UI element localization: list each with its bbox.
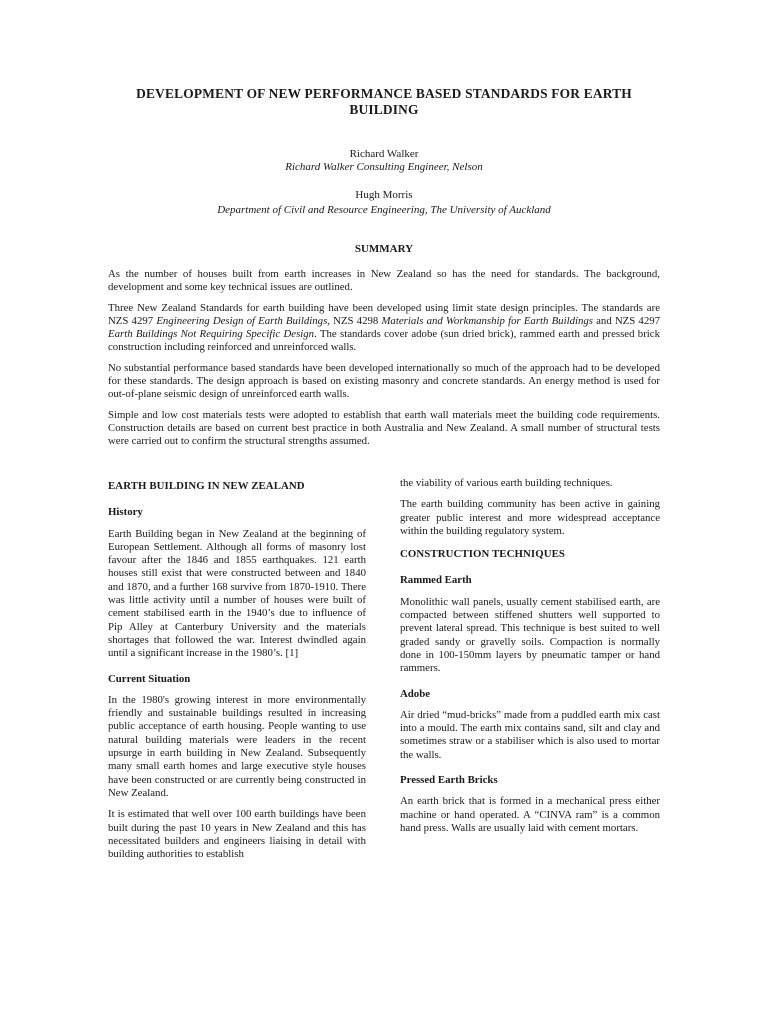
author-affiliation-2: Department of Civil and Resource Engineering, The University of Auckland [217,204,551,216]
pressed-earth-bricks-paragraph: An earth brick that is formed in a mechanical press either machine or hand operated. A “CINVA ram” is a common hand press. Walls are usually laid with cement mortars. [400,795,660,834]
summary-paragraph-1: As the number of houses built from earth increases in New Zealand so has the need for standards. The background, development and some key technical issues are outlined. [108,268,660,293]
author-name-2: Hugh Morris [355,189,413,201]
subheading-rammed-earth: Rammed Earth [400,574,472,587]
summary-p2-title-2: Materials and Workmanship for Earth Buildings [381,315,593,327]
author-affiliation-1: Richard Walker Consulting Engineer, Nelson [285,161,483,173]
subheading-current-situation: Current Situation [108,672,191,685]
summary-paragraph-3: No substantial performance based standards have been developed internationally so much of the approach had to be developed for these standards. The design approach is based on existing masonry and concrete standards. An energy method is used for out-of-plane seismic design of unreinforced earth walls. [108,362,660,400]
summary-p2-text-e: and NZS 4297 [592,315,661,327]
section-heading-earth-building: EARTH BUILDING IN NEW ZEALAND [108,480,305,492]
summary-p2-text-c: , NZS 4298 [327,315,382,327]
summary-paragraph-2 [108,302,660,354]
summary-p2-title-1: Engineering Design of Earth Buildings [156,315,328,327]
summary-section [108,268,660,456]
summary-p2-title-3: Earth Buildings Not Requiring Specific Design [108,328,315,340]
summary-paragraph-4: Simple and low cost materials tests were adopted to establish that earth wall materials meet the building code requirements. Construction details are based on current best practice in both Australia and New Zealand. A small number of structural tests were carried out to confirm the structural strengths assumed. [108,409,660,447]
paper-title: DEVELOPMENT OF NEW PERFORMANCE BASED STANDARDS FOR EARTH BUILDING [136,86,632,117]
summary-p2-text-a: Three New Zealand Standards for earth building have been developed using limit state design principles. The standards are NZS 4297 [108,302,660,327]
subheading-pressed-earth-bricks: Pressed Earth Bricks [400,774,498,787]
community-paragraph: The earth building community has been active in gaining greater public interest and more widespread acceptance within the building regulatory system. [400,498,660,537]
subheading-adobe: Adobe [400,687,430,700]
current-situation-paragraph-1: In the 1980's growing interest in more environmentally friendly and sustainable buildings resulted in increasing public acceptance of earth housing. People wanting to use natural building materials were leaders in the recent upsurge in earth building in New Zealand. Subsequently many small earth homes and large executive style houses have been constructed or are currently being constructed in New Zealand. [108,693,366,799]
left-column [108,478,366,869]
right-column [400,477,660,843]
current-situation-paragraph-2: It is estimated that well over 100 earth buildings have been built during the past 10 years in New Zealand and this has necessitated builders and engineers liaising in detail with building authorities to establish [108,808,366,861]
subheading-history: History [108,506,143,519]
continued-paragraph: the viability of various earth building techniques. [400,477,613,489]
summary-p2-text-g: . The standards cover adobe (sun dried brick), rammed earth and pressed brick construction including reinforced and unreinforced walls. [108,328,660,353]
history-paragraph: Earth Building began in New Zealand at the beginning of European Settlement. Although all forms of masonry lost favour after the 1846 and 1855 earthquakes. 121 earth houses still exist that were constructed between and 1840 and 1870, and a further 168 survive from 1870-1910. There was little activity until a number of houses were built of cement stabilised earth in the 1940’s due to influence of Pip Alley at Canterbury University and the materials shortages that followed the war. Interest dwindled again until a significant increase in the 1980’s. [1] [108,527,366,660]
summary-heading: SUMMARY [354,243,414,255]
adobe-paragraph: Air dried “mud-bricks” made from a puddled earth mix cast into a mould. The earth mix contains sand, silt and clay and sometimes straw or a stabiliser which is also used to mortar the walls. [400,708,660,761]
rammed-earth-paragraph: Monolithic wall panels, usually cement stabilised earth, are compacted between stiffened shutters well supported to prevent lateral spread. This technique is best suited to well graded sandy or gravelly soils. Compaction is normally done in 100-150mm layers by pneumatic tamper or hand rammers. [400,595,660,675]
author-name-1: Richard Walker [349,148,419,160]
section-heading-construction: CONSTRUCTION TECHNIQUES [400,548,565,561]
